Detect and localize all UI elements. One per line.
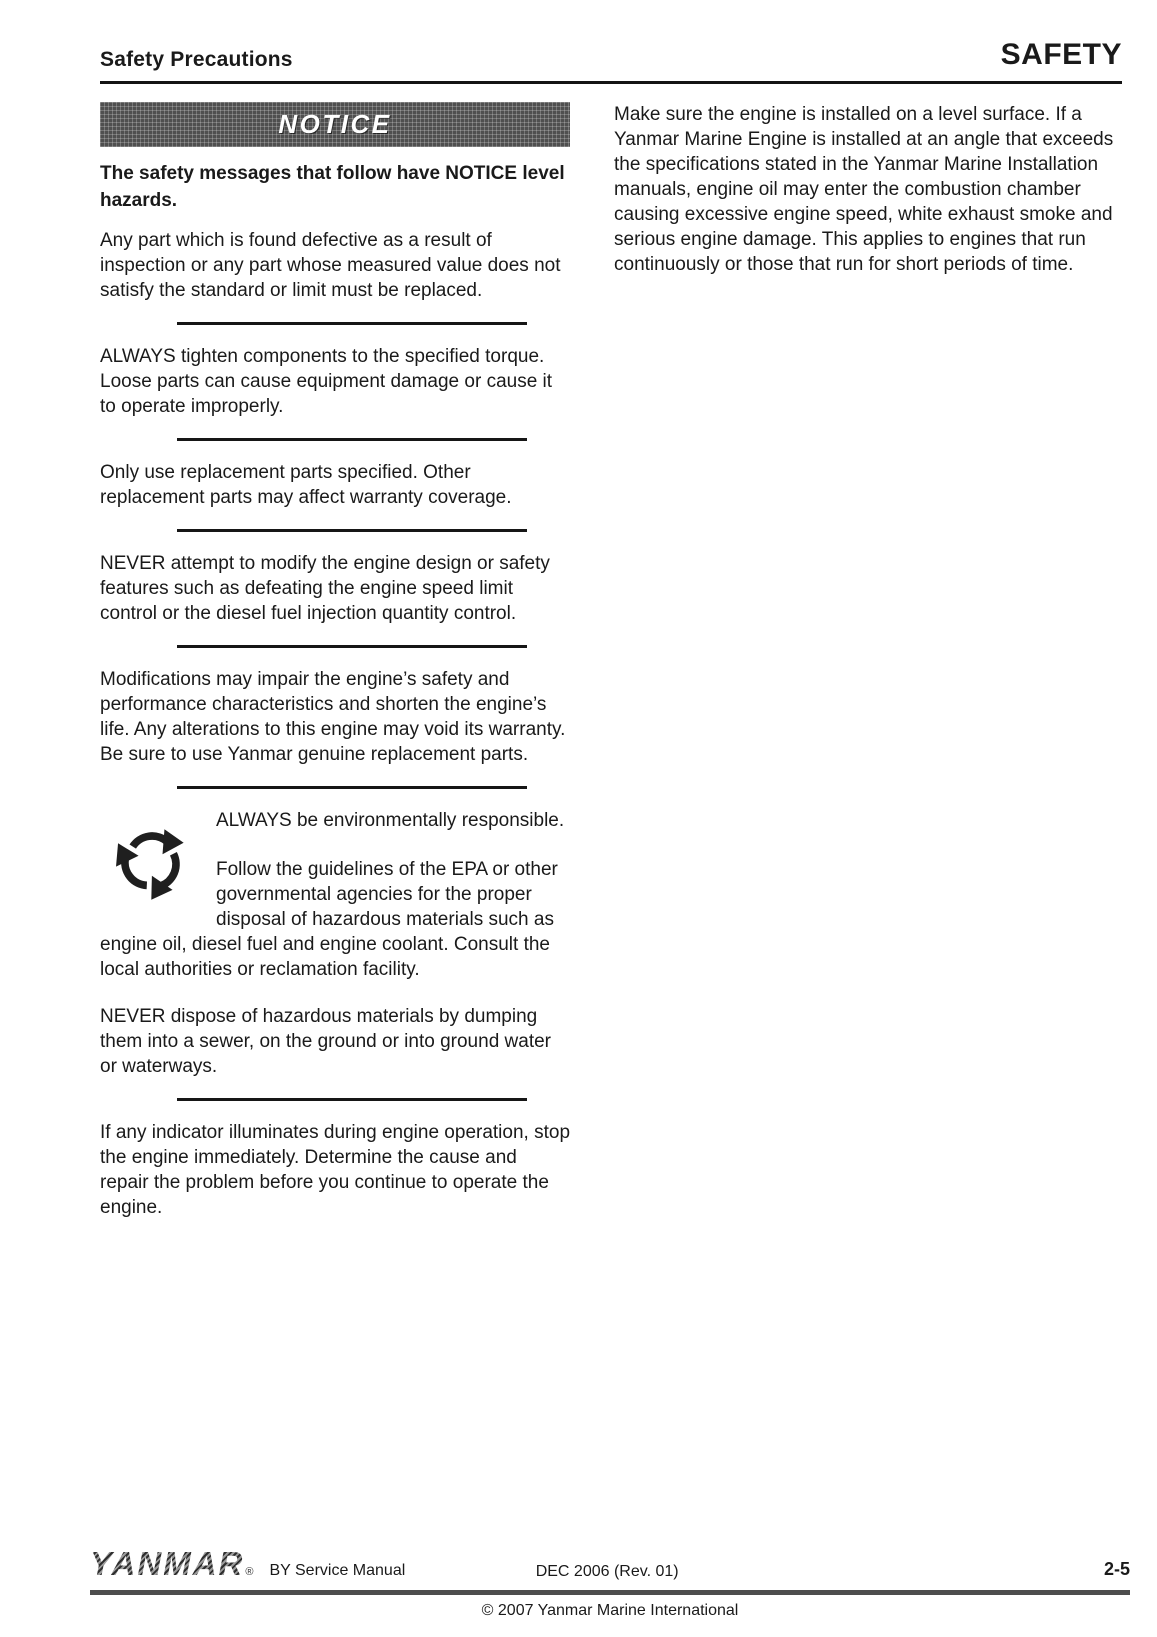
section-divider <box>177 438 527 441</box>
para-level-surface: Make sure the engine is installed on a level surface. If a Yanmar Marine Engine is installed at an angle that exceeds the specifications stated in the Yanmar Marine Installation manuals, engine oil may enter the combustion chamber causing excessive engine speed, white exhaust smoke and serious engine damage. This applies to engines that run continuously or those that run for short periods of time. <box>614 104 1114 275</box>
para-replacement-parts: Only use replacement parts specified. Other replacement parts may affect warranty coverage. <box>100 462 512 508</box>
footer-row <box>90 1545 1130 1595</box>
para-indicator: If any indicator illuminates during engine operation, stop the engine immediately. Determine the cause and repair the problem before you continue to operate the engine. <box>100 1122 571 1218</box>
page-footer <box>90 1545 1130 1620</box>
recycle-icon <box>100 812 202 908</box>
registered-mark-icon: ® <box>245 1566 254 1578</box>
yanmar-logo <box>90 1545 254 1583</box>
section-divider <box>177 786 527 789</box>
notice-banner-label: NOTICE <box>278 109 392 139</box>
notice-level-heading: The safety messages that follow have NOTICE level hazards. <box>100 163 565 211</box>
section-divider <box>177 1098 527 1101</box>
right-column <box>614 102 1122 1220</box>
para-env-follow: Follow the guidelines of the EPA or other governmental agencies for the proper disposal of hazardous materials such as engine oil, diesel fuel and engine coolant. Consult the local authorities or reclamation facility. <box>100 859 558 980</box>
para-torque: ALWAYS tighten components to the specified torque. Loose parts can cause equipment damage or cause it to operate improperly. <box>100 346 553 417</box>
para-modifications: Modifications may impair the engine’s safety and performance characteristics and shorten the engine’s life. Any alterations to this engine may void its warranty. Be sure to use Yanmar genuine replacement parts. <box>100 669 566 765</box>
main-content <box>100 102 1122 1220</box>
section-divider <box>177 322 527 325</box>
header-chapter-title: SAFETY <box>1000 38 1122 71</box>
section-divider <box>177 529 527 532</box>
left-column <box>100 102 570 1220</box>
section-divider <box>177 645 527 648</box>
footer-manual-name: BY Service Manual <box>269 1562 406 1579</box>
footer-copyright: © 2007 Yanmar Marine International <box>481 1602 739 1619</box>
page-number: 2-5 <box>1103 1559 1130 1579</box>
para-never-modify: NEVER attempt to modify the engine design or safety features such as defeating the engine speed limit control or the diesel fuel injection quantity control. <box>100 553 550 624</box>
para-never-dispose: NEVER dispose of hazardous materials by dumping them into a sewer, on the ground or into ground water or waterways. <box>100 1006 551 1077</box>
environment-block <box>100 808 570 982</box>
page-header <box>100 38 1122 84</box>
yanmar-logo-text: YANMAR <box>90 1545 245 1582</box>
notice-banner <box>100 102 570 147</box>
footer-revision-date: DEC 2006 (Rev. 01) <box>535 1563 679 1580</box>
para-env-always: ALWAYS be environmentally responsible. <box>216 810 565 831</box>
header-section-title: Safety Precautions <box>100 48 293 71</box>
para-inspection: Any part which is found defective as a result of inspection or any part whose measured value does not satisfy the standard or limit must be replaced. <box>100 230 561 301</box>
